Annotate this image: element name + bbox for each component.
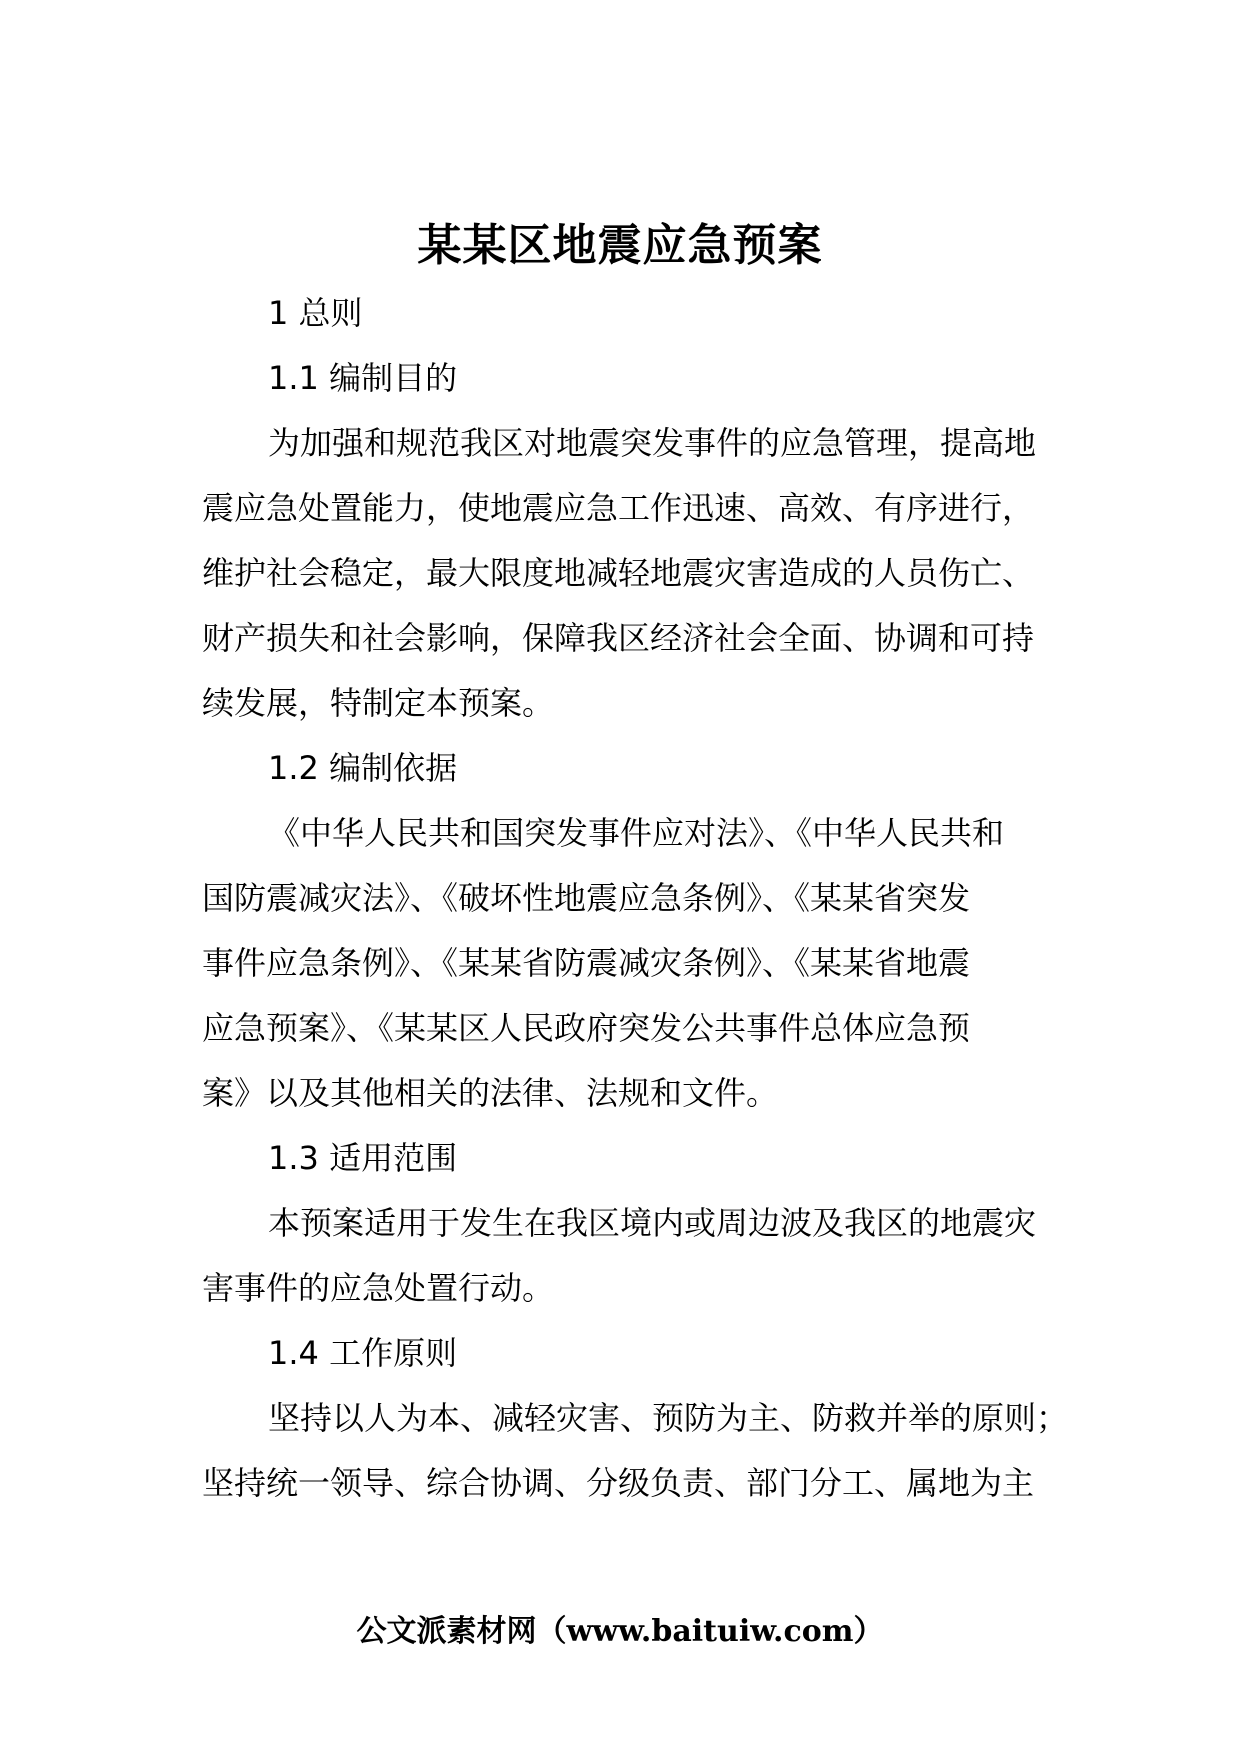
body-line: 事件应急条例》、《某某省防震减灾条例》、《某某省地震: [202, 944, 971, 982]
body-line: 本预案适用于发生在我区境内或周边波及我区的地震灾: [268, 1204, 1037, 1242]
body-line: 应急预案》、《某某区人民政府突发公共事件总体应急预: [202, 1009, 971, 1047]
body-line: 1.2 编制依据: [268, 749, 458, 787]
body-line: 坚持以人为本、减轻灾害、预防为主、防救并举的原则；: [268, 1399, 1069, 1437]
body-line: 坚持统一领导、综合协调、分级负责、部门分工、属地为主: [202, 1464, 1035, 1502]
body-line: 1 总则: [268, 294, 363, 332]
body-line: 1.3 适用范围: [268, 1139, 458, 1177]
body-line: 财产损失和社会影响，保障我区经济社会全面、协调和可持: [202, 619, 1035, 657]
body-line: 震应急处置能力，使地震应急工作迅速、高效、有序进行，: [202, 489, 1035, 527]
body-line: 续发展，特制定本预案。: [202, 684, 555, 722]
body-line: 1.1 编制目的: [268, 359, 458, 397]
body-line: 国防震减灾法》、《破坏性地震应急条例》、《某某省突发: [202, 879, 971, 917]
body-line: 害事件的应急处置行动。: [202, 1269, 555, 1307]
document-body: [202, 281, 1102, 1516]
body-line: 《中华人民共和国突发事件应对法》、《中华人民共和: [268, 814, 1005, 852]
body-line: 维护社会稳定，最大限度地减轻地震灾害造成的人员伤亡、: [202, 554, 1035, 592]
footer-watermark: 公文派素材网（www.baituiw.com）: [356, 1614, 884, 1649]
body-line: 为加强和规范我区对地震突发事件的应急管理，提高地: [268, 424, 1037, 462]
document-title: 某某区地震应急预案: [417, 220, 823, 271]
body-line: 案》以及其他相关的法律、法规和文件。: [202, 1074, 779, 1112]
body-line: 1.4 工作原则: [268, 1334, 458, 1372]
